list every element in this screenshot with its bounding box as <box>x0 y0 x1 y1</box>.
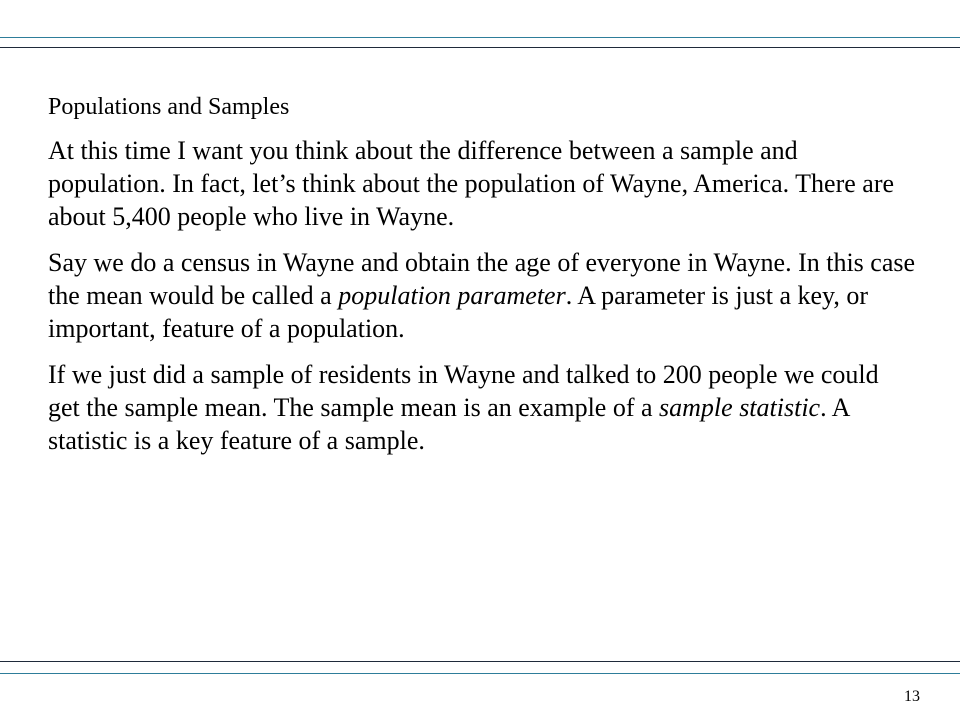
paragraph-3-text-a: If we just did a sample of residents in Wayne and talked to 200 people we could get the sample mean. The sample mean is an example of a <box>48 360 879 422</box>
top-rule-dark <box>0 47 960 48</box>
paragraph-3-text-b: . A statistic is a key feature of a sample. <box>48 393 850 455</box>
slide-body <box>48 91 916 470</box>
paragraph-1 <box>48 134 916 233</box>
paragraph-1-text: At this time I want you think about the difference between a sample and population. In fact, let’s think about the population of Wayne, America. There are about 5,400 people who live in Wayne. <box>48 136 895 231</box>
top-rule-blue <box>0 37 960 38</box>
paragraph-3-term: sample statistic <box>659 393 821 422</box>
paragraph-2 <box>48 246 916 345</box>
bottom-rule-dark <box>0 661 960 662</box>
bottom-rule-blue <box>0 673 960 674</box>
paragraph-2-text-a: Say we do a census in Wayne and obtain the age of everyone in Wayne. In this case the mean would be called a <box>48 248 916 310</box>
paragraph-2-term: population parameter <box>338 281 566 310</box>
paragraph-3 <box>48 358 916 457</box>
slide-title: Populations and Samples <box>48 94 290 120</box>
paragraph-2-text-b: . A parameter is just a key, or important, feature of a population. <box>48 281 869 343</box>
page-number: 13 <box>904 688 920 705</box>
